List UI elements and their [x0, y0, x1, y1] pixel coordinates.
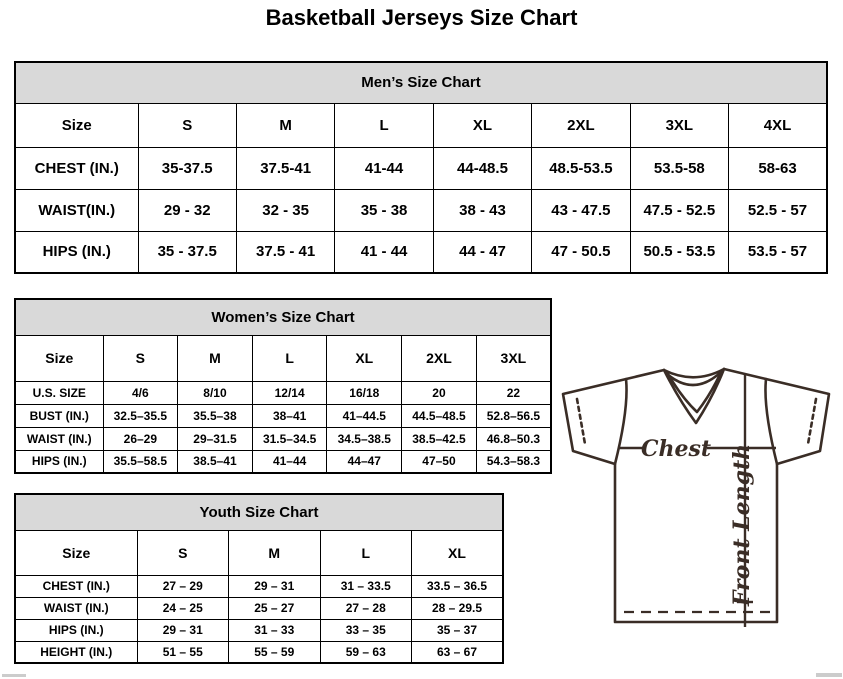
column-header-cell: M: [229, 530, 321, 575]
size-value-cell: 35 - 37.5: [138, 231, 236, 273]
mens-size-chart-table: [14, 61, 828, 274]
column-header-cell: M: [178, 335, 253, 381]
column-header-cell: S: [138, 103, 236, 147]
column-header-cell: 4XL: [729, 103, 827, 147]
size-value-cell: 29–31.5: [178, 427, 253, 450]
size-value-cell: 31 – 33.5: [320, 575, 412, 597]
size-value-cell: 31.5–34.5: [252, 427, 327, 450]
size-value-cell: 41–44: [252, 450, 327, 473]
size-value-cell: 32 - 35: [236, 189, 334, 231]
size-value-cell: 63 – 67: [412, 641, 504, 663]
size-value-cell: 38–41: [252, 404, 327, 427]
youth-table-title: Youth Size Chart: [15, 494, 503, 530]
womens-size-chart-table: [14, 298, 552, 474]
row-label-cell: WAIST (IN.): [15, 427, 103, 450]
right-cuff-stitch: [808, 399, 816, 444]
size-value-cell: 31 – 33: [229, 619, 321, 641]
size-value-cell: 47–50: [402, 450, 477, 473]
left-armhole-seam: [615, 379, 627, 464]
size-value-cell: 52.5 - 57: [729, 189, 827, 231]
table-row: [15, 450, 551, 473]
table-row: [15, 404, 551, 427]
size-value-cell: 52.8–56.5: [476, 404, 551, 427]
size-value-cell: 48.5-53.5: [532, 147, 630, 189]
column-header-cell: L: [320, 530, 412, 575]
size-value-cell: 35.5–58.5: [103, 450, 178, 473]
column-header-cell: S: [137, 530, 229, 575]
size-value-cell: 54.3–58.3: [476, 450, 551, 473]
column-header-cell: Size: [15, 335, 103, 381]
size-value-cell: 26–29: [103, 427, 178, 450]
size-value-cell: 44-48.5: [433, 147, 531, 189]
size-value-cell: 38.5–41: [178, 450, 253, 473]
size-value-cell: 43 - 47.5: [532, 189, 630, 231]
column-header-cell: Size: [15, 103, 138, 147]
size-value-cell: 37.5 - 41: [236, 231, 334, 273]
size-value-cell: 41 - 44: [335, 231, 433, 273]
size-value-cell: 28 – 29.5: [412, 597, 504, 619]
size-value-cell: 35 - 38: [335, 189, 433, 231]
size-value-cell: 53.5 - 57: [729, 231, 827, 273]
jersey-outline: [563, 369, 829, 622]
size-value-cell: 34.5–38.5: [327, 427, 402, 450]
row-label-cell: CHEST (IN.): [15, 575, 137, 597]
size-value-cell: 53.5-58: [630, 147, 728, 189]
row-label-cell: BUST (IN.): [15, 404, 103, 427]
left-cuff-stitch: [577, 399, 585, 444]
column-header-cell: XL: [412, 530, 504, 575]
mens-table-title: Men’s Size Chart: [15, 62, 827, 103]
table-row: [15, 494, 503, 530]
table-row: [15, 103, 827, 147]
size-value-cell: 47.5 - 52.5: [630, 189, 728, 231]
table-row: [15, 427, 551, 450]
table-row: [15, 147, 827, 189]
column-header-cell: L: [335, 103, 433, 147]
size-value-cell: 51 – 55: [137, 641, 229, 663]
column-header-cell: S: [103, 335, 178, 381]
size-value-cell: 8/10: [178, 381, 253, 404]
size-value-cell: 38.5–42.5: [402, 427, 477, 450]
size-value-cell: 44.5–48.5: [402, 404, 477, 427]
size-value-cell: 12/14: [252, 381, 327, 404]
table-row: [15, 189, 827, 231]
table-row: [15, 575, 503, 597]
size-value-cell: 59 – 63: [320, 641, 412, 663]
column-header-cell: M: [236, 103, 334, 147]
horizontal-scrollbar-fragment[interactable]: [2, 674, 26, 677]
size-value-cell: 22: [476, 381, 551, 404]
row-label-cell: CHEST (IN.): [15, 147, 138, 189]
size-value-cell: 33.5 – 36.5: [412, 575, 504, 597]
size-value-cell: 20: [402, 381, 477, 404]
table-row: [15, 381, 551, 404]
size-value-cell: 37.5-41: [236, 147, 334, 189]
womens-table-title: Women’s Size Chart: [15, 299, 551, 335]
size-value-cell: 55 – 59: [229, 641, 321, 663]
page-title: Basketball Jerseys Size Chart: [265, 5, 578, 30]
table-row: [15, 530, 503, 575]
row-label-cell: HIPS (IN.): [15, 231, 138, 273]
size-value-cell: 16/18: [327, 381, 402, 404]
row-label-cell: U.S. SIZE: [15, 381, 103, 404]
size-value-cell: 32.5–35.5: [103, 404, 178, 427]
column-header-cell: 2XL: [402, 335, 477, 381]
column-header-cell: XL: [327, 335, 402, 381]
row-label-cell: HEIGHT (IN.): [15, 641, 137, 663]
size-value-cell: 41–44.5: [327, 404, 402, 427]
size-value-cell: 29 – 31: [137, 619, 229, 641]
size-value-cell: 35.5–38: [178, 404, 253, 427]
table-row: [15, 597, 503, 619]
column-header-cell: 3XL: [476, 335, 551, 381]
table-row: [15, 62, 827, 103]
table-row: [15, 335, 551, 381]
size-value-cell: 50.5 - 53.5: [630, 231, 728, 273]
size-value-cell: 47 - 50.5: [532, 231, 630, 273]
size-value-cell: 25 – 27: [229, 597, 321, 619]
size-value-cell: 27 – 29: [137, 575, 229, 597]
size-value-cell: 27 – 28: [320, 597, 412, 619]
table-row: [15, 641, 503, 663]
table-row: [15, 231, 827, 273]
size-value-cell: 35-37.5: [138, 147, 236, 189]
column-header-cell: 2XL: [532, 103, 630, 147]
table-row: [15, 299, 551, 335]
size-value-cell: 35 – 37: [412, 619, 504, 641]
column-header-cell: L: [252, 335, 327, 381]
size-value-cell: 44–47: [327, 450, 402, 473]
column-header-cell: Size: [15, 530, 137, 575]
horizontal-scrollbar-fragment[interactable]: [816, 673, 842, 677]
table-row: [15, 619, 503, 641]
front-length-label: Front Length: [729, 443, 755, 607]
size-value-cell: 41-44: [335, 147, 433, 189]
size-value-cell: 33 – 35: [320, 619, 412, 641]
size-value-cell: 58-63: [729, 147, 827, 189]
jersey-measurement-diagram: [552, 358, 842, 663]
size-value-cell: 46.8–50.3: [476, 427, 551, 450]
column-header-cell: XL: [433, 103, 531, 147]
size-value-cell: 24 – 25: [137, 597, 229, 619]
size-value-cell: 4/6: [103, 381, 178, 404]
row-label-cell: HIPS (IN.): [15, 619, 137, 641]
size-value-cell: 38 - 43: [433, 189, 531, 231]
row-label-cell: WAIST (IN.): [15, 597, 137, 619]
size-value-cell: 29 - 32: [138, 189, 236, 231]
youth-size-chart-table: [14, 493, 504, 664]
chest-label: Chest: [640, 436, 712, 462]
row-label-cell: HIPS (IN.): [15, 450, 103, 473]
row-label-cell: WAIST(IN.): [15, 189, 138, 231]
size-value-cell: 44 - 47: [433, 231, 531, 273]
size-value-cell: 29 – 31: [229, 575, 321, 597]
right-armhole-seam: [765, 379, 777, 464]
column-header-cell: 3XL: [630, 103, 728, 147]
